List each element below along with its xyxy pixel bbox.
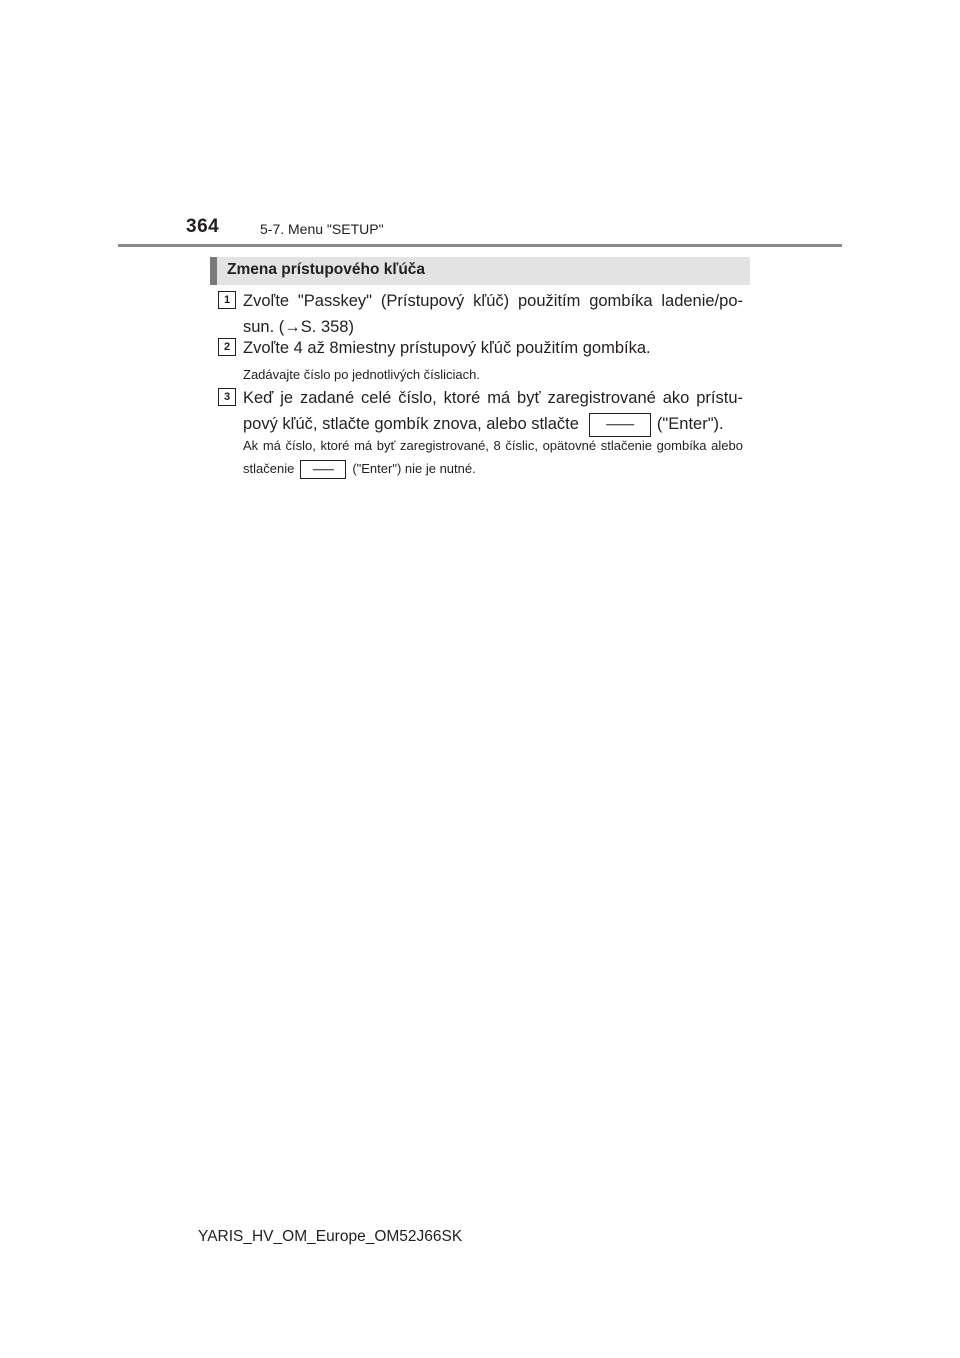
section-title: 5-7. Menu "SETUP" [260, 221, 384, 237]
subheading-bar [210, 257, 750, 285]
step-number-1: 1 [218, 291, 236, 309]
footer-doc-id: YARIS_HV_OM_Europe_OM52J66SK [198, 1228, 463, 1245]
page-number: 364 [186, 216, 220, 237]
subheading-title: Zmena prístupového kľúča [227, 261, 426, 278]
step-note-3-enter: ("Enter") nie je nutné. [352, 461, 476, 476]
step-text-1: Zvoľte "Passkey" (Prístupový kľúč) použitím gombíka ladenie/po-sun. (→S. 358) [243, 292, 743, 336]
step-note-3-main: Ak má číslo, ktoré má byť zaregistrované, 8 číslic, opätovné stlačenie gombíka alebo stlačenie [243, 438, 743, 476]
step-number-2: 2 [218, 338, 236, 356]
header-rule [118, 244, 842, 247]
step-text-3 [243, 385, 743, 437]
step-text-3-enter: ("Enter"). [656, 415, 724, 433]
enter-key-icon-small [300, 460, 346, 479]
step-number-3: 3 [218, 388, 236, 406]
step-text-3-main: Keď je zadané celé číslo, ktoré má byť zaregistrované ako prístu-pový kľúč, stlačte gombík znova, alebo stlačte [243, 389, 743, 433]
step-text-2: Zvoľte 4 až 8miestny prístupový kľúč použitím gombíka. [243, 339, 651, 357]
step-note-3 [243, 434, 743, 480]
step-note-2: Zadávajte číslo po jednotlivých čísliciach. [243, 367, 481, 382]
